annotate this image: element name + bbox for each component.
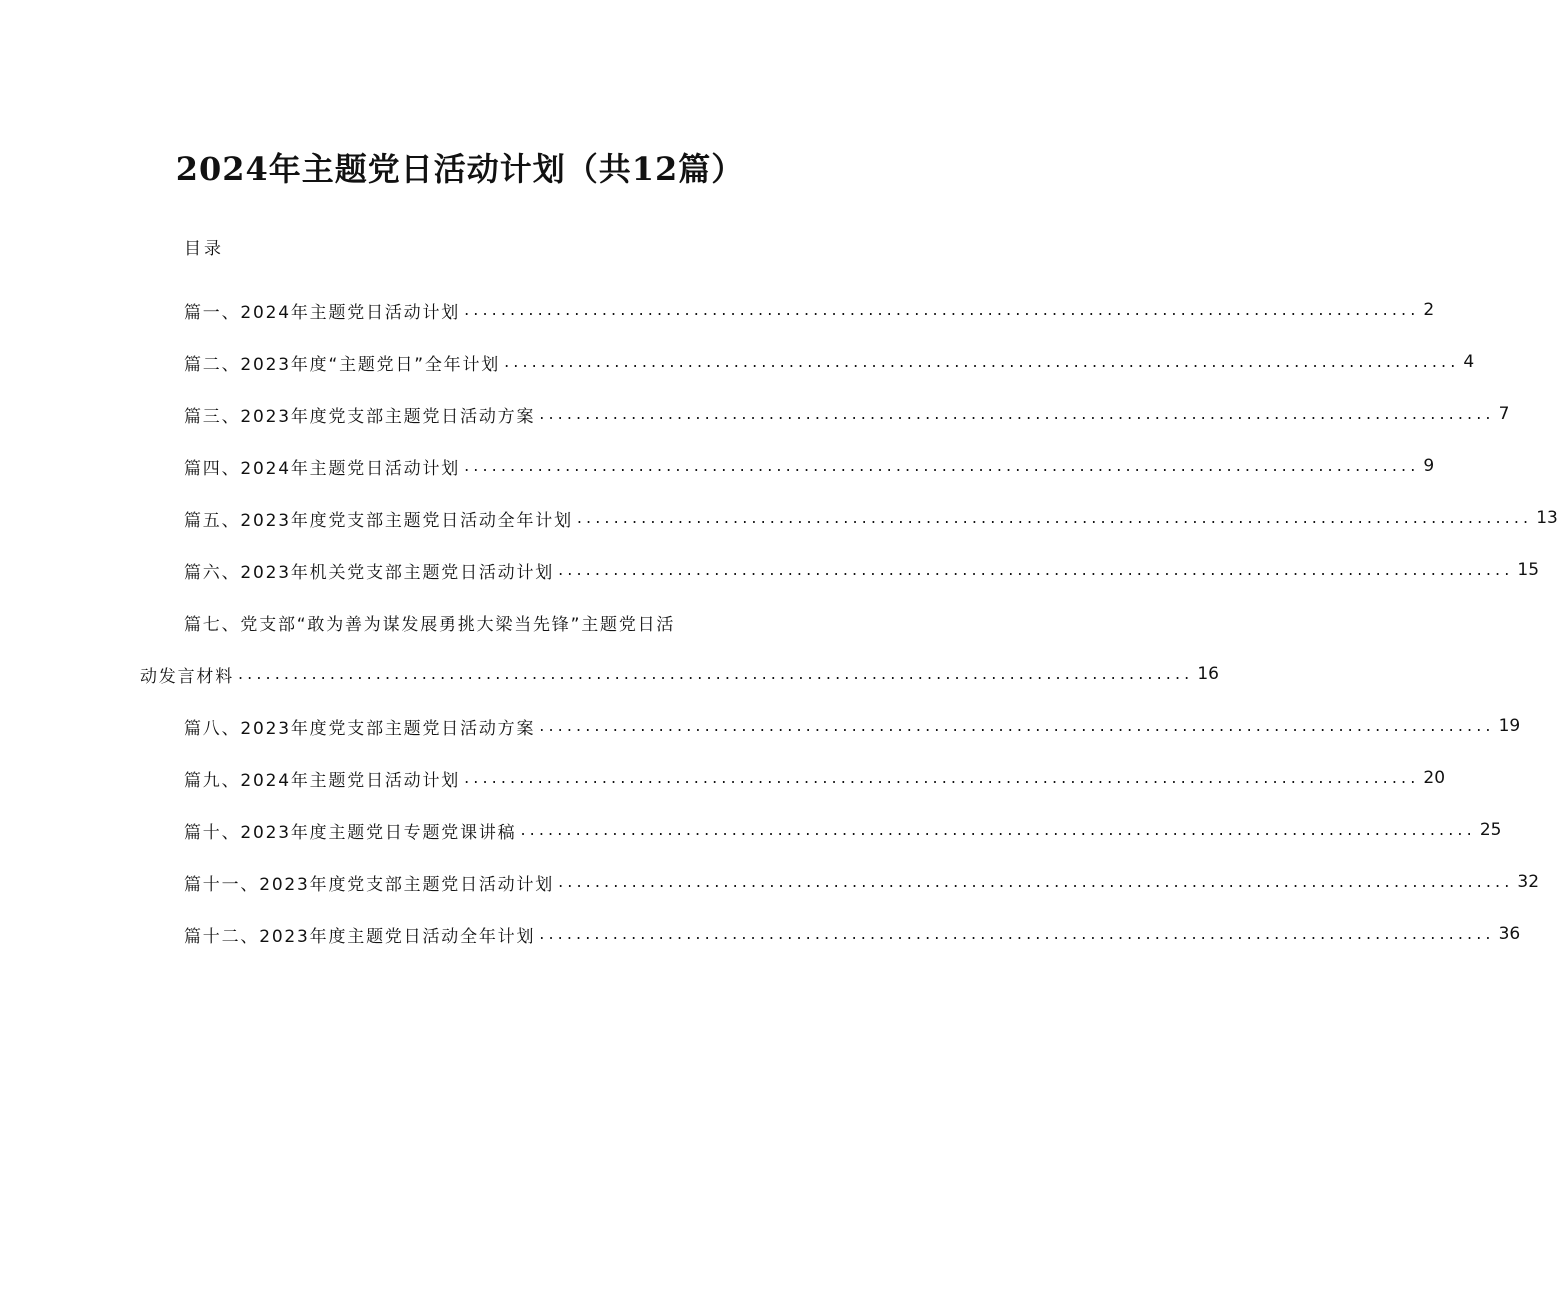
toc-entry-label: 篇八、2023年度党支部主题党日活动方案 bbox=[184, 718, 536, 739]
toc-page-number: 13 bbox=[1536, 508, 1558, 528]
toc-page-number: 19 bbox=[1498, 716, 1521, 736]
toc-dot-leader: ........................................................................................................ bbox=[464, 456, 1420, 475]
toc-dot-leader: ........................................................................................................ bbox=[558, 872, 1514, 891]
toc-entry[interactable] bbox=[0, 648, 1219, 700]
toc-page-number: 9 bbox=[1423, 456, 1435, 476]
toc-page-number: 20 bbox=[1423, 768, 1446, 788]
toc-page-number: 4 bbox=[1463, 352, 1475, 372]
toc-page-number: 16 bbox=[1197, 664, 1219, 684]
toc-entry-label: 篇六、2023年机关党支部主题党日活动计划 bbox=[184, 562, 555, 583]
toc-dot-leader: ........................................................................................................ bbox=[539, 924, 1495, 943]
toc-dot-leader: ........................................................................................................ bbox=[464, 768, 1420, 787]
toc-entry-label: 篇十一、2023年度党支部主题党日活动计划 bbox=[184, 874, 555, 895]
toc-entry-label: 篇二、2023年度“主题党日”全年计划 bbox=[184, 354, 501, 375]
toc-entry[interactable] bbox=[0, 284, 1435, 336]
toc-dot-leader: ........................................................................................................ bbox=[520, 820, 1476, 839]
toc-entry-label: 篇四、2024年主题党日活动计划 bbox=[184, 458, 461, 479]
toc-entry[interactable] bbox=[0, 752, 1446, 804]
document-title: 2024年主题党日活动计划（共12篇） bbox=[175, 150, 745, 188]
toc-entry-label: 篇五、2023年度党支部主题党日活动全年计划 bbox=[184, 510, 573, 531]
toc-entry[interactable] bbox=[0, 336, 1475, 388]
toc-entry-label: 篇十二、2023年度主题党日活动全年计划 bbox=[184, 926, 536, 947]
toc-dot-leader: ........................................................................................................ bbox=[539, 716, 1495, 735]
toc-entry[interactable] bbox=[0, 544, 1540, 596]
toc-dot-leader: ........................................................................................................ bbox=[464, 300, 1420, 319]
toc-dot-leader: ........................................................................................................ bbox=[576, 508, 1533, 527]
toc-page-number: 15 bbox=[1517, 560, 1540, 580]
toc-page-number: 32 bbox=[1517, 872, 1540, 892]
toc-entry-label: 篇三、2023年度党支部主题党日活动方案 bbox=[184, 406, 536, 427]
toc-page-number: 2 bbox=[1423, 300, 1435, 320]
toc-page-number: 25 bbox=[1479, 820, 1502, 840]
toc-entry[interactable] bbox=[0, 388, 1510, 440]
toc-dot-leader: ........................................................................................................ bbox=[558, 560, 1514, 579]
toc-heading: 目录 bbox=[184, 239, 224, 259]
table-of-contents bbox=[0, 284, 1558, 960]
toc-entry-label: 篇七、党支部“敢为善为谋发展勇挑大梁当先锋”主题党日活 bbox=[184, 614, 676, 635]
toc-entry[interactable] bbox=[0, 908, 1521, 960]
toc-entry-label: 篇一、2024年主题党日活动计划 bbox=[184, 302, 461, 323]
toc-dot-leader: ........................................................................................................ bbox=[539, 404, 1495, 423]
toc-entry-wrapped-line[interactable] bbox=[0, 596, 920, 648]
toc-entry-label: 篇十、2023年度主题党日专题党课讲稿 bbox=[184, 822, 517, 843]
toc-entry[interactable] bbox=[0, 856, 1540, 908]
toc-entry[interactable] bbox=[0, 804, 1502, 856]
toc-entry-label: 篇九、2024年主题党日活动计划 bbox=[184, 770, 461, 791]
toc-entry[interactable] bbox=[0, 440, 1435, 492]
toc-page-number: 36 bbox=[1498, 924, 1521, 944]
toc-page-number: 7 bbox=[1498, 404, 1510, 424]
toc-entry[interactable] bbox=[0, 700, 1521, 752]
toc-dot-leader: ........................................................................................................ bbox=[504, 352, 1460, 371]
toc-entry-label: 动发言材料 bbox=[140, 666, 234, 687]
toc-entry[interactable] bbox=[0, 492, 1558, 544]
toc-dot-leader: ........................................................................................................ bbox=[238, 664, 1194, 683]
